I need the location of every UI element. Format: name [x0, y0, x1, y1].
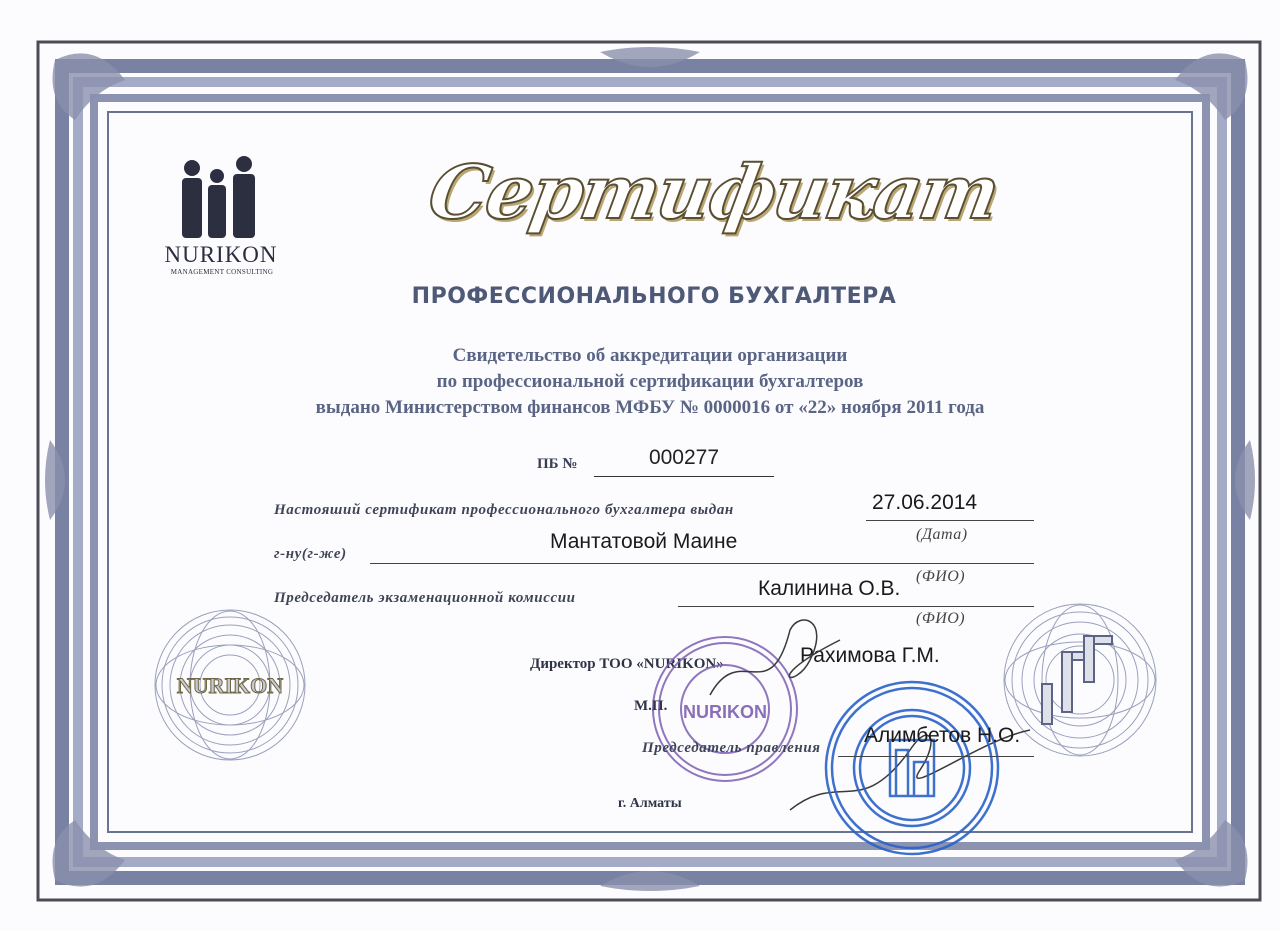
recipient-name: Мантатовой Маине	[550, 530, 738, 553]
accreditation-line-1: Свидетельство об аккредитации организации	[452, 345, 848, 366]
director-label: Директор ТОО «NURIKON»	[530, 656, 724, 672]
seal-place-label: М.П.	[634, 698, 668, 714]
recipient-caption: (ФИО)	[916, 568, 966, 585]
number-label: ПБ №	[537, 456, 578, 472]
accountants-chamber-stamp	[822, 678, 1002, 858]
stamp-label: NURIKON	[683, 702, 767, 722]
director-name: Рахимова Г.М.	[800, 644, 940, 667]
board-chair-name: Алимбетов Н.О.	[864, 724, 1021, 747]
logo-subtitle: MANAGEMENT CONSULTING	[170, 268, 274, 276]
issue-date: 27.06.2014	[872, 491, 978, 514]
accreditation-line-3: выдано Министерством финансов МФБУ № 0000016 от «22» ноября 2011 года	[315, 397, 985, 418]
number-underline	[594, 476, 774, 477]
emblem-label: NURIKON	[176, 673, 284, 698]
accreditation-text	[180, 343, 1120, 421]
date-underline	[866, 520, 1034, 521]
certificate-subtitle: ПРОФЕССИОНАЛЬНОГО БУХГАЛТЕРА	[411, 284, 897, 309]
recipient-label: г-ну(г-же)	[274, 546, 347, 562]
date-caption: (Дата)	[916, 526, 968, 543]
people-silhouette-icon	[152, 150, 292, 245]
board-chair-label: Председатель правления	[642, 740, 821, 756]
city-label: г. Алматы	[618, 796, 682, 811]
board-chair-underline	[838, 756, 1034, 757]
issued-label: Настояший сертификат профессионального бухгалтера выдан	[274, 502, 734, 518]
recipient-underline	[370, 563, 1034, 564]
nurikon-logo	[152, 150, 292, 280]
exam-chairman-name: Калинина О.В.	[758, 577, 901, 600]
nurikon-rosette-emblem	[150, 605, 310, 765]
certificate-title: Сертификат	[422, 150, 1005, 236]
logo-name: NURIKON	[164, 242, 278, 267]
number-value: 000277	[648, 446, 720, 469]
exam-chairman-caption: (ФИО)	[916, 610, 966, 627]
accreditation-line-2: по профессиональной сертификации бухгалтеров	[436, 371, 864, 392]
exam-chairman-label: Председатель экзаменационной комиссии	[274, 590, 576, 606]
